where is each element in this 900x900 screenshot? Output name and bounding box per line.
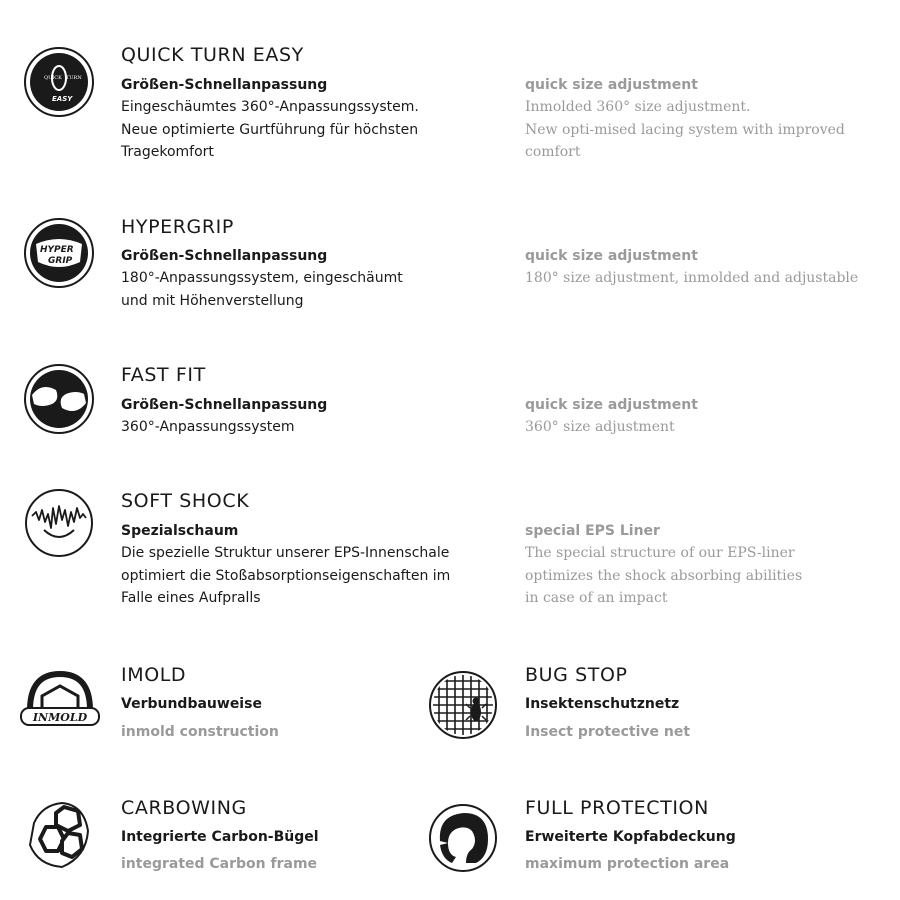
feature-subtitle-de: Größen-Schnellanpassung (121, 397, 328, 413)
feature-title: CARBOWING (121, 797, 247, 819)
svg-text:INMOLD: INMOLD (32, 711, 88, 724)
feature-subtitle-en: integrated Carbon frame (121, 856, 318, 872)
feature-subtitle-de: Spezialschaum (121, 523, 239, 539)
feature-subtitle-en: special EPS Liner (525, 523, 660, 539)
feature-subtitle-de: Integrierte Carbon-Bügel (121, 829, 319, 845)
feature-subtitle-de: Größen-Schnellanpassung (121, 77, 328, 93)
inmold-icon (18, 666, 102, 740)
svg-text:EASY: EASY (52, 95, 73, 103)
soft-shock-icon (22, 486, 96, 560)
quick-turn-easy-icon (22, 45, 96, 119)
feature-description-en: 360° size adjustment (525, 419, 675, 435)
feature-description-de: Die spezielle Struktur unserer EPS-Innenschale optimiert die Stoßabsorptionseigenschaften im Falle eines Aufpralls (121, 545, 451, 606)
feature-title: IMOLD (121, 664, 187, 686)
feature-subtitle-en: quick size adjustment (525, 397, 698, 413)
hypergrip-icon (22, 216, 96, 290)
feature-title: FULL PROTECTION (525, 797, 709, 819)
carbon-frame-icon (22, 797, 96, 873)
svg-text:TURN: TURN (66, 75, 82, 81)
feature-description-de: Eingeschäumtes 360°-Anpassungssystem. Neue optimierte Gurtführung für höchsten Tragekomfort (121, 99, 419, 160)
svg-text:GRIP: GRIP (48, 256, 73, 266)
feature-title: QUICK TURN EASY (121, 44, 304, 66)
feature-title: FAST FIT (121, 364, 206, 386)
svg-text:HYPER: HYPER (40, 245, 74, 255)
feature-subtitle-de: Verbundbauweise (121, 696, 262, 712)
feature-description-en: The special structure of our EPS-liner optimizes the shock absorbing abilities in case of an impact (525, 545, 803, 606)
feature-subtitle-de: Insektenschutznetz (525, 696, 680, 712)
feature-subtitle-de: Erweiterte Kopfabdeckung (525, 829, 736, 845)
svg-text:QUICK: QUICK (44, 75, 62, 81)
feature-description-en: Inmolded 360° size adjustment. New opti-mised lacing system with improved comfort (525, 99, 845, 160)
head-protection-icon (426, 801, 500, 875)
feature-title: HYPERGRIP (121, 216, 234, 238)
feature-subtitle-en: quick size adjustment (525, 77, 698, 93)
feature-subtitle-en: Insect protective net (525, 724, 691, 740)
feature-title: BUG STOP (525, 664, 628, 686)
feature-subtitle-de: Größen-Schnellanpassung (121, 248, 328, 264)
feature-subtitle-en: inmold construction (121, 724, 279, 740)
bug-net-icon (426, 668, 500, 742)
feature-subtitle-en: quick size adjustment (525, 248, 698, 264)
feature-subtitle-en: maximum protection area (525, 856, 730, 872)
fast-fit-icon (22, 362, 96, 436)
feature-title: SOFT SHOCK (121, 490, 250, 512)
feature-description-en: 180° size adjustment, inmolded and adjustable (525, 270, 859, 286)
feature-description-de: 360°-Anpassungssystem (121, 419, 295, 435)
feature-description-de: 180°-Anpassungssystem, eingeschäumt und mit Höhenverstellung (121, 270, 403, 309)
